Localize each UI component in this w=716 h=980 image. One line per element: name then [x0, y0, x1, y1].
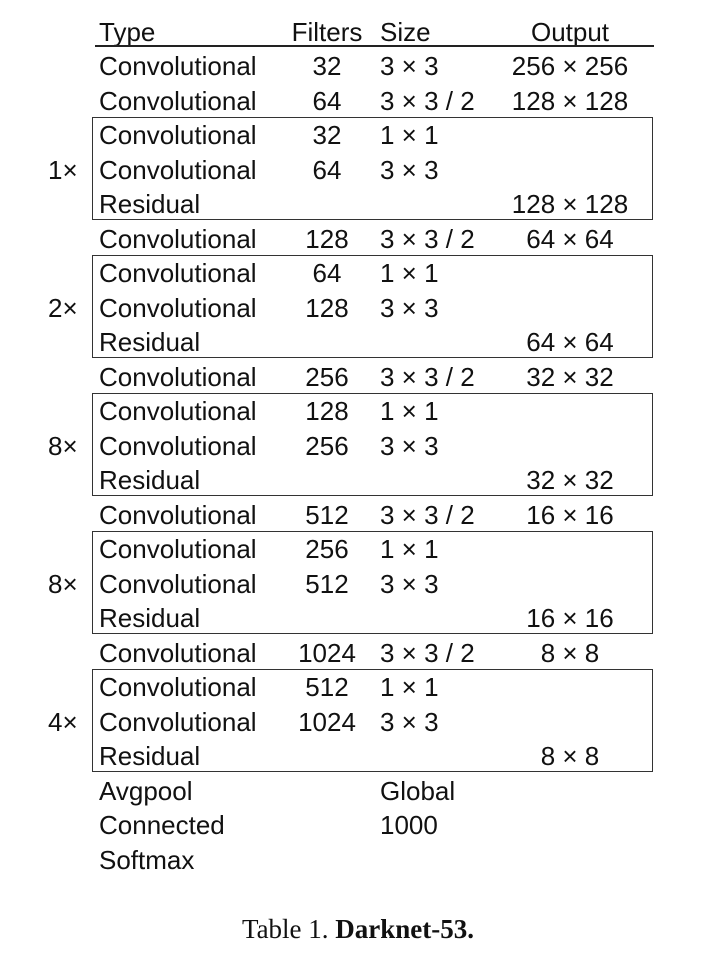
table-row — [0, 532, 716, 566]
cell-filters: 1024 — [298, 706, 356, 737]
table-row — [0, 498, 716, 532]
cell-size: 3 × 3 / 2 — [380, 361, 475, 392]
cell-type: Convolutional — [99, 154, 257, 185]
cell-type: Convolutional — [99, 534, 257, 564]
cell-type: Residual — [99, 327, 201, 357]
table-row — [0, 463, 716, 497]
cell-size: 1 × 1 — [380, 396, 439, 426]
cell-type: Convolutional — [99, 51, 257, 81]
cell-type: Convolutional — [99, 258, 257, 288]
table-row — [0, 291, 716, 325]
block-multiplier: 2× — [48, 293, 78, 323]
table-row — [0, 429, 716, 463]
cell-size: Global — [380, 775, 456, 806]
cell-size: 1 × 1 — [380, 120, 439, 150]
table-row — [0, 222, 716, 256]
table-row — [0, 325, 716, 359]
cell-type: Softmax — [99, 844, 195, 875]
cell-filters: 128 — [305, 223, 349, 254]
header-filters: Filters — [291, 17, 363, 47]
cell-type: Connected — [99, 810, 225, 840]
block-multiplier: 1× — [48, 155, 78, 185]
cell-type: Convolutional — [99, 706, 257, 737]
cell-type: Convolutional — [99, 499, 257, 530]
cell-filters: 256 — [305, 430, 349, 461]
cell-size: 3 × 3 — [380, 706, 439, 737]
table-row — [0, 118, 716, 152]
cell-type: Residual — [99, 741, 201, 771]
cell-size: 1 × 1 — [380, 534, 439, 564]
caption-prefix: Table 1. — [241, 914, 329, 944]
table-row — [0, 360, 716, 394]
table-row — [0, 84, 716, 118]
cell-type: Convolutional — [99, 223, 257, 254]
cell-type: Convolutional — [99, 361, 257, 392]
header-size: Size — [380, 17, 431, 47]
block-multiplier: 4× — [48, 707, 78, 737]
table-row — [0, 394, 716, 428]
cell-output: 256 × 256 — [511, 51, 629, 81]
table-row — [0, 187, 716, 221]
cell-size: 1 × 1 — [380, 258, 439, 288]
cell-output: 64 × 64 — [526, 223, 614, 254]
header-rule — [95, 45, 654, 47]
cell-size: 3 × 3 / 2 — [380, 499, 475, 530]
cell-filters: 512 — [305, 672, 349, 702]
table-row — [0, 739, 716, 773]
table-row — [0, 808, 716, 842]
header-output: Output — [530, 17, 610, 47]
cell-size: 3 × 3 — [380, 568, 439, 599]
cell-type: Convolutional — [99, 396, 257, 426]
cell-output: 16 × 16 — [526, 603, 614, 633]
cell-filters: 128 — [305, 396, 349, 426]
cell-type: Convolutional — [99, 672, 257, 702]
table-row — [0, 567, 716, 601]
cell-output: 32 × 32 — [526, 361, 614, 392]
cell-filters: 32 — [312, 51, 342, 81]
table-row — [0, 153, 716, 187]
cell-size: 3 × 3 / 2 — [380, 85, 475, 116]
cell-filters: 128 — [305, 292, 349, 323]
block-multiplier: 8× — [48, 569, 78, 599]
cell-filters: 64 — [312, 154, 342, 185]
cell-type: Residual — [99, 189, 201, 219]
cell-filters: 1024 — [298, 637, 356, 668]
header-type: Type — [99, 17, 156, 47]
cell-filters: 512 — [305, 499, 349, 530]
cell-output: 8 × 8 — [540, 637, 600, 668]
cell-filters: 32 — [312, 120, 342, 150]
cell-size: 1000 — [380, 810, 438, 840]
cell-filters: 256 — [305, 534, 349, 564]
table-row — [0, 843, 716, 877]
table-caption — [0, 914, 716, 945]
cell-output: 16 × 16 — [526, 499, 614, 530]
cell-filters: 512 — [305, 568, 349, 599]
table-row — [0, 705, 716, 739]
table-row — [0, 256, 716, 290]
cell-type: Convolutional — [99, 292, 257, 323]
cell-size: 1 × 1 — [380, 672, 439, 702]
cell-output: 64 × 64 — [526, 327, 614, 357]
cell-output: 32 × 32 — [526, 465, 614, 495]
cell-size: 3 × 3 / 2 — [380, 637, 475, 668]
cell-type: Convolutional — [99, 430, 257, 461]
cell-type: Avgpool — [99, 775, 193, 806]
cell-type: Convolutional — [99, 637, 257, 668]
caption-title: Darknet-53. — [335, 914, 475, 944]
cell-size: 3 × 3 — [380, 292, 439, 323]
table-row — [0, 601, 716, 635]
cell-type: Convolutional — [99, 85, 257, 116]
cell-filters: 256 — [305, 361, 349, 392]
cell-size: 3 × 3 — [380, 154, 439, 185]
cell-filters: 64 — [312, 258, 342, 288]
cell-type: Convolutional — [99, 120, 257, 150]
cell-output: 128 × 128 — [511, 189, 629, 219]
table-row — [0, 636, 716, 670]
table-row — [0, 670, 716, 704]
cell-size: 3 × 3 — [380, 51, 439, 81]
table-row — [0, 774, 716, 808]
cell-output: 8 × 8 — [540, 741, 600, 771]
cell-type: Convolutional — [99, 568, 257, 599]
block-multiplier: 8× — [48, 431, 78, 461]
cell-type: Residual — [99, 603, 201, 633]
cell-filters: 64 — [312, 85, 342, 116]
cell-size: 3 × 3 — [380, 430, 439, 461]
table-row — [0, 49, 716, 83]
cell-output: 128 × 128 — [511, 85, 629, 116]
cell-type: Residual — [99, 465, 201, 495]
cell-size: 3 × 3 / 2 — [380, 223, 475, 254]
header-row — [0, 15, 716, 49]
